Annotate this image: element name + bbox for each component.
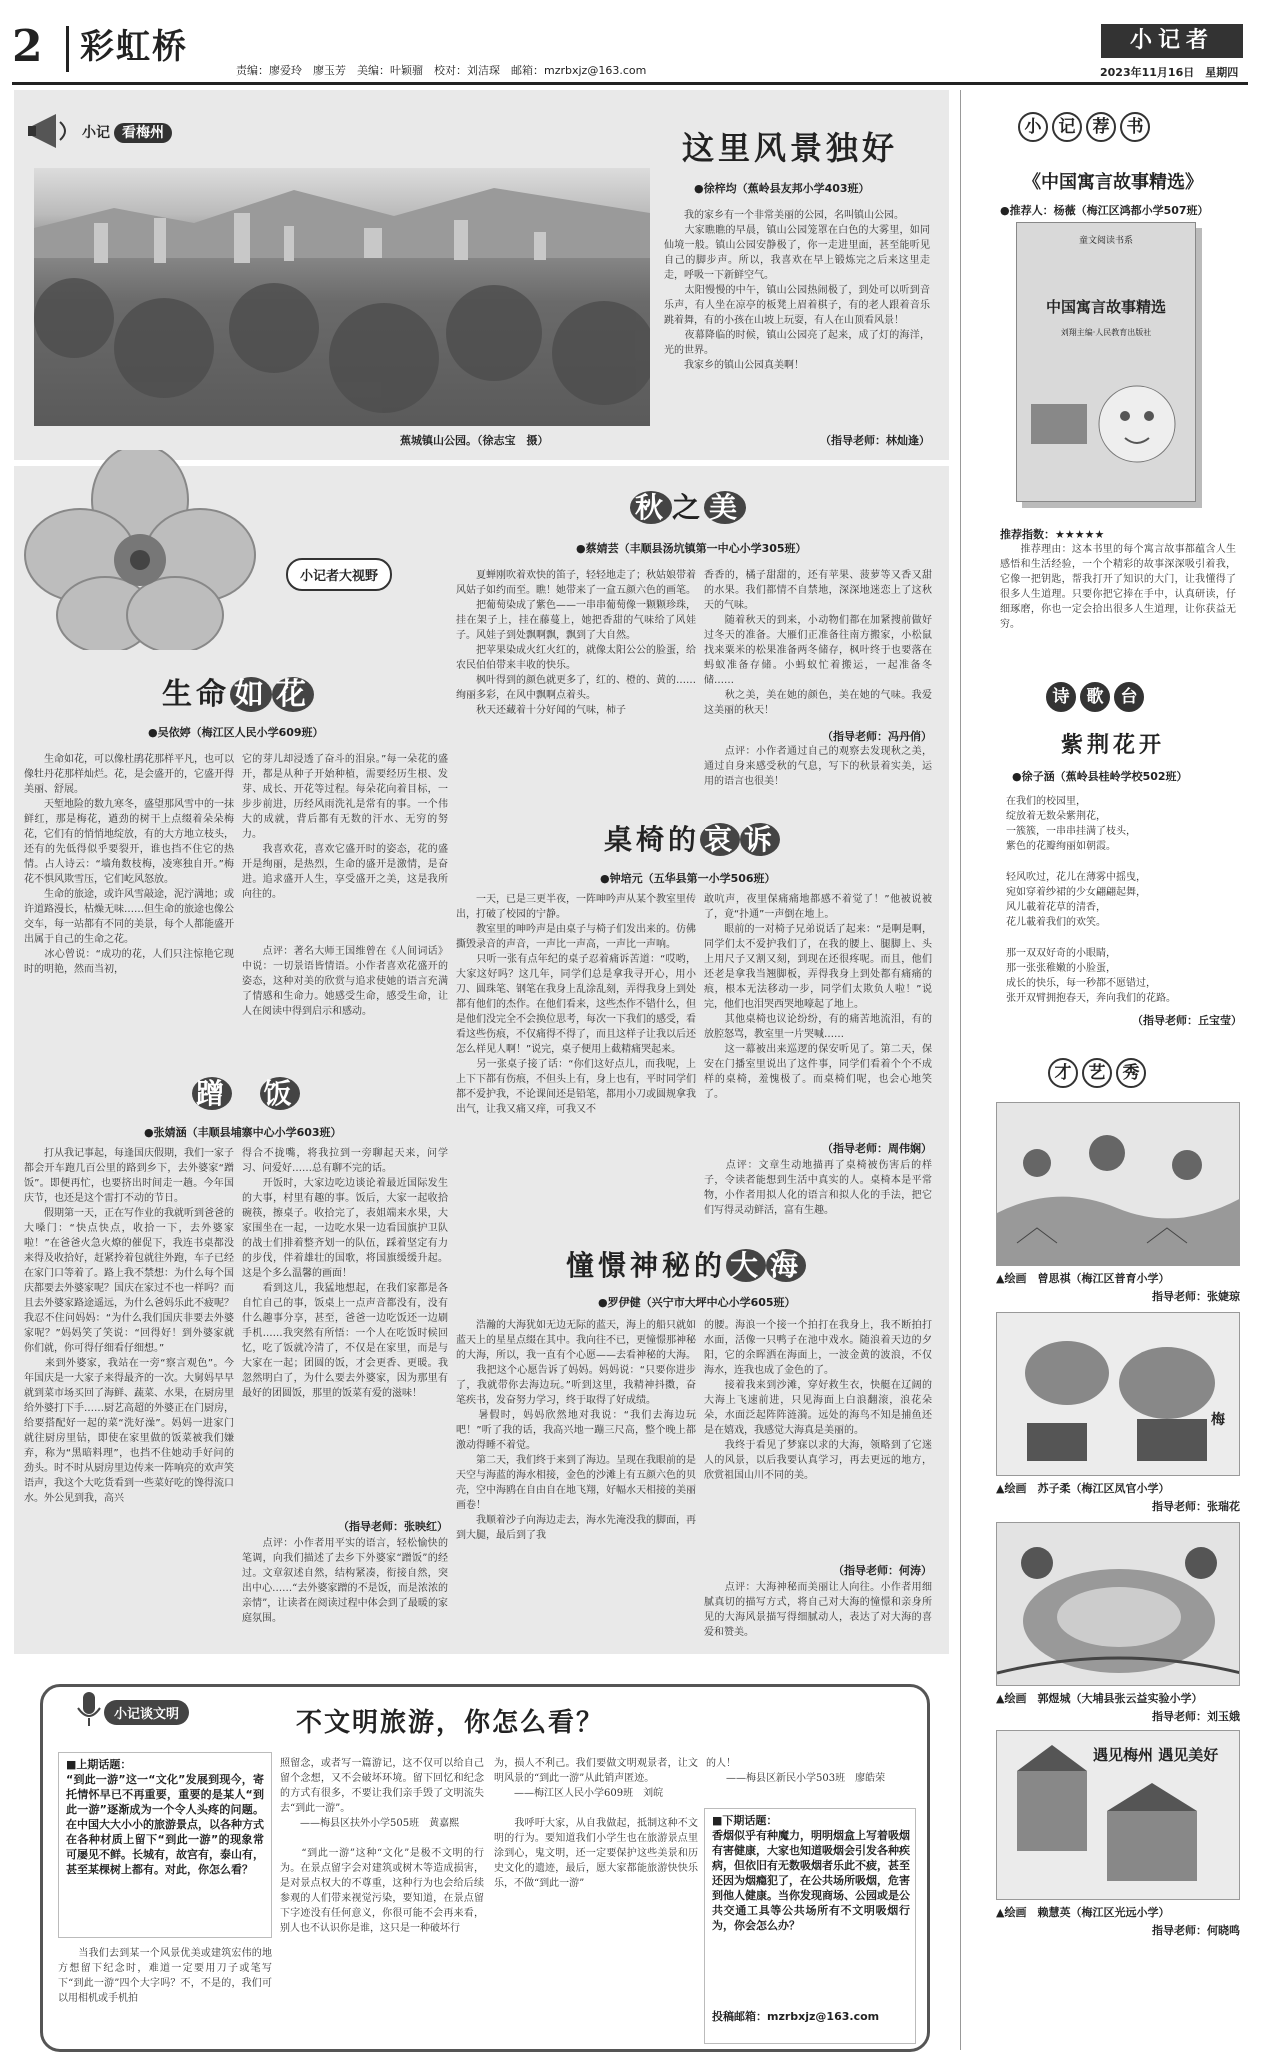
header-column-badge: 小记者 <box>1101 24 1243 58</box>
life-comment: 点评：著名大师王国维曾在《人间词话》中说：一切景语皆情语。小作者喜欢花盛开的姿态，这种对美的欣赏与追求使她的语言充满了情感和生命力。她感受生命，感受生命，让人在阅读中得到启示和感动。 <box>242 946 448 1017</box>
book-cover-sub: 刘翔主编·人民教育出版社 <box>1060 328 1152 337</box>
panorama-tag: 小记者大视野 <box>286 558 392 591</box>
header-date: 2023年11月16日 星期四 <box>1100 66 1239 79</box>
chair-title: 桌椅的 哀 诉 <box>604 822 780 858</box>
bookrec-reason: 推荐理由：这本书里的每个寓言故事都蕴含人生感悟和生活经验，一个个精彩的故事深深吸引着我，它像一把钥匙，帮我打开了知识的大门，让我懂得了很多人生道理。只要你把它捧在手中，认真研读，仔细琢磨，你也一定会拾出很多人生道理，让你获益无穷。 <box>1000 544 1236 630</box>
chair-body-col2: 敢吭声，夜里保痛痛地都感不着觉了！”他被说被了，竟“扑通”一声倒在地上。 眼前的一对椅子兄弟说话了起来：“是啊是啊，同学们太不爱护我们了，在我的腰上、腿脚上、头上用尺子又割又刻，到现在还很疼呢。而且，他们还老是拿我当翘脚板，弄得我身上到处都有痛痛的痕，根本无法移动一步，同学们太欺负人啦！”说完，他们也泪哭西哭地嚎起了地上。 其他桌椅也议论纷纷，有的痛苦地流泪，有的放腔怒骂，教室里一片哭喊…… 这一幕被出来巡逻的保安听见了。第二天，保安在门播室里说出了这件事，同学们看着个个不成样的桌椅，羞愧极了。而桌椅们呢，也会心地笑了。 <box>704 894 932 1100</box>
poem-heading-char: 歌 <box>1080 682 1110 712</box>
poem-title: 紫荆花开 <box>1060 732 1165 758</box>
book-illustration <box>1017 344 1196 494</box>
bookrec-heading-char: 荐 <box>1086 112 1116 142</box>
life-byline: ●吴依婷（梅江区人民小学609班） <box>148 726 324 739</box>
civility-col4: 的人！ ——梅县区新民小学503班 廖皓荣 <box>706 1758 886 1784</box>
rice-body-col1: 打从我记事起，每逢国庆假期，我们一家子都会开车跑几百公里的路到乡下，去外婆家“蹭饭”。即便再忙，也要挤出时间走一趟。今年国庆节，也还是这个雷打不动的节日。 假期第一天，正在写作业的我就听到爸爸的大嗓门：“快点快点，收拾一下，去外婆家啦！”在爸爸火急火燎的催促下，我连书桌都没来得及收拾好，赶紧拎着包就往外跑，车子已经在家门口等着了。路上我不禁想：为什么每个国庆都要去外婆家呢？国庆在家过不也一样吗？而且去外婆家路途遥远，为什么爸妈乐此不疲呢？我忍不住问妈妈：“为什么我们国庆非要去外婆家呢？”妈妈笑了笑说：“回得好！到外婆家就你们就，你可得仔细看仔细想。” 来到外婆家，我站在一旁“察言观色”。今年国庆是一大家子来得最齐的一次。大舅妈早早就到菜市场买回了海鲜、蔬菜、水果，在厨房里给外婆打下手……厨艺高超的外婆正在门厨房，给要搭配好一起的菜“洗好澡”。妈妈一进家门就往厨房里钻，即使在家里做的饭菜被我们嫌弃，称为“黑暗料理”，也挡不住她动手好问的劲头。时不时从厨房里边传来一阵响亮的欢声笑语声，我这个大吃货看到一些菜好吃的馋得流口水。外公见到我，高兴 <box>24 1148 234 1504</box>
civility-last-topic-label: ■上期话题： <box>66 1758 132 1771</box>
scenery-photo-caption: 蕉城镇山公园。（徐志宝 摄） <box>400 434 549 447</box>
chair-teacher: （指导老师：周伟娴） <box>822 1142 932 1155</box>
life-body-col2: 它的芽儿却浸透了奋斗的泪泉。”每一朵花的盛开，都是从种子开始种植，需要经历生根、发芽、成长、开花等过程。每朵花向着目标，一步步前进，历经风雨洗礼是常有的事。一个伟大的成就，背后都有无数的汗水、无穷的努力。 我喜欢花，喜欢它盛开时的姿态，花的盛开是绚丽，是热烈，生命的盛开是激情，是奋进。追求盛开人生，享受盛开之美，这是我所向往的。 <box>242 754 448 900</box>
scenery-title: 这里风景独好 <box>682 129 899 167</box>
art-drawing-3 <box>996 1522 1240 1686</box>
scenery-byline: ●徐梓均（蕉岭县友邦小学403班） <box>694 182 870 195</box>
chair-body-col1: 一天，已是三更半夜，一阵呻吟声从某个教室里传出，打破了校园的宁静。 教室里的呻吟声是由桌子与椅子们发出来的。仿佛撕毁录音的声音，一声比一声高，一声比一声响。 只听一张有点年纪的桌子忍着痛诉苦道：“哎哟，大家这好吗？这几年，同学们总是拿我寻开心，用小刀、圆珠笔、钢笔在我身上乱涂乱刻，弄得我身上到处都有他们的杰作。在他们看来，这些杰作不错什么，但是他们没完全不会换位思考，每次一下我们的感受，看看这些伤痕，不仅痛得不得了，而且这样子让我以后还怎么样见人啊！”说完，桌子便用上截精痛哭起来。 另一张桌子接了话：“你们这好点儿，而我呢，上上下下都有伤痕，不但头上有，身上也有，平时同学们都不爱护我，不论课间还是铅笔，都用小刀或圆规拿我出气，让我又痛又痒，可我又不 <box>456 894 696 1115</box>
sea-teacher: （指导老师：何涛） <box>833 1564 932 1577</box>
civility-col1: 当我们去到某一个风景优美或建筑宏伟的地方想留下纪念时，难道一定要用刀子或笔写下“到此一游”四个大字吗？不，不是的，我们可以用相机或手机拍 <box>58 1948 272 2004</box>
header-divider <box>66 26 69 72</box>
scenery-body: 我的家乡有一个非常美丽的公园，名叫镇山公园。 大家瞧瞧的早晨，镇山公园笼罩在白色的大雾里，如同仙境一般。镇山公园安静极了，你一走进里面，甚至能听见自己的脚步声。所以，我喜欢在早上锻炼完之后来这里走走，呼吸一下新鲜空气。 太阳慢慢的中午，镇山公园热闹极了，到处可以听到音乐声，有人坐在凉亭的板凳上眉着棋子，有的老人跟着音乐跳着舞，有的小孩在山坡上玩耍，有人在山顶看风景！ 夜幕降临的时候，镇山公园亮了起来，成了灯的海洋，光的世界。 我家乡的镇山公园真美啊！ <box>664 210 930 371</box>
autumn-byline: ●蔡婧芸（丰顺县汤坑镇第一中心小学305班） <box>576 542 807 555</box>
megaphone-icon <box>26 110 76 152</box>
scenery-teacher: （指导老师：林灿逢） <box>820 434 930 447</box>
civility-col2: 照留念，或者写一篇游记，这不仅可以给自己留个念想，又不会破坏环境。留下回忆和纪念的方式有很多，不要让我们亲手毁了文明流失去“到此一游”。 ——梅县区扶外小学505班 黄嘉熙 “到此一游”这种“文化”是极不文明的行为。在景点留字会对建筑或树木等造成损害，是对景点权大的不尊重，这种行为也会给后续参观的人们带来视觉污染，要知道，在景点留下字迹没有任何意义，你很可能不会再来看，别人也不认识你是谁，这只是一种破坏行 <box>280 1758 484 1934</box>
rice-body-col2: 得合不拢嘴，将我拉到一旁聊起天来，问学习、问爱好……总有聊不完的话。 开饭时，大家边吃边谈论着最近国际发生的大事，村里有趣的事。饭后，大家一起收拾碗筷，擦桌子。收拾完了，表姐端来水果，大家围坐在一起，一边吃水果一边看国旗护卫队的战士们排着整齐划一的队伍，踩着坚定有力的步伐，伴着雄壮的国歌，将国旗缓缓升起。这是个多么温馨的画面！ 看到这儿，我猛地想起，在我们家都是各自忙自己的事，饭桌上一点声音都没有，没有什么趣事分享，甚至，爸爸一边吃饭还一边刷手机……我突然有所悟：一个人在吃饭时候回忆，吃了饭就冷清了，不仅是在家里，而是与大家在一起；团圆的饭，才会更香、更暖。我忽然明白了，为什么要去外婆家，因为那里有最好的团圆饭，那里的饭菜有爱的滋味！ <box>242 1148 448 1399</box>
header-rule <box>12 82 1248 85</box>
art-drawing-2 <box>996 1312 1240 1476</box>
art-sign-4: 遇见梅州 遇见美好 <box>1093 1746 1219 1764</box>
autumn-body-col2: 香香的，橘子甜甜的，还有苹果、菠萝等又香又甜的水果。我们都情不自禁地，深深地迷恋上了这秋天的气味。 随着秋天的到来，小动物们都在加紧搜前做好过冬天的准备。大雁们正准备往南方搬家，小松鼠找来粟米的松果准备两冬储存，枫叶终于也要落在蚂蚁准备存储。小蚂蚁忙着搬运，一起准备冬储…… 秋之美，美在她的颜色，美在她的气味。我爱这美丽的秋天！ <box>704 570 932 716</box>
bookrec-heading-char: 小 <box>1018 112 1048 142</box>
microphone-icon <box>74 1690 104 1730</box>
sea-body-col1: 浩瀚的大海犹如无边无际的蓝天，海上的船只就如蓝天上的星星点缀在其中。我向往不已，更憧憬那神秘的大海，所以，我一直有个心愿——去看神秘的大海。 我把这个心愿告诉了妈妈。妈妈说：“只要你进步了，我就带你去海边玩。”听到这里，我精神抖擞，奋笔疾书，发奋努力学习，终于取得了好成绩。 暑假时，妈妈欣然地对我说：“我们去海边玩吧！”听了我的话，我高兴地一蹦三尺高，整个晚上都激动得睡不着觉。 第二天，我们终于来到了海边。呈现在我眼前的是天空与海蓝的海水相接，金色的沙滩上有五颜六色的贝壳，空中海鸥在自由自在地飞翔，好幅水天相接的美丽画卷！ 我顺着沙子向海边走去，海水先淹没我的脚面，再到大腿，最后到了我 <box>456 1320 696 1541</box>
art-teacher-3: 指导老师：刘玉娥 <box>1152 1710 1240 1723</box>
sea-comment: 点评：大海神秘而美丽让人向往。小作者用细腻真切的描写方式，将自己对大海的憧憬和亲身所见的大海风景描写得细腻动人，表达了对大海的喜爱和赞美。 <box>704 1582 932 1638</box>
art-drawing-4 <box>996 1730 1240 1900</box>
chair-byline: ●钟培元（五华县第一小学506班） <box>600 872 776 885</box>
header-credits: 责编：廖爱玲 廖玉芳 美编：叶颖骝 校对：刘洁琛 邮箱：mzrbxjz@163.com <box>236 64 647 77</box>
header-section-title: 彩虹桥 <box>80 27 188 67</box>
art-caption-2: ▲绘画 苏子柔（梅江区凤官小学） <box>996 1482 1170 1495</box>
scenery-photo <box>34 168 650 426</box>
poem-heading-char: 诗 <box>1046 682 1076 712</box>
book-cover-title: 中国寓言故事精选 <box>1045 298 1166 316</box>
bookrec-heading <box>1018 112 1154 142</box>
art-heading-char: 艺 <box>1082 1058 1112 1088</box>
book-cover-series: 童文阅读书系 <box>1078 236 1133 246</box>
civility-contact: 投稿邮箱：mzrbxjz@163.com <box>712 2010 880 2023</box>
art-heading-char: 才 <box>1048 1058 1078 1088</box>
chair-comment: 点评：文章生动地描再了桌椅被伤害后的样子，令读者能想到生活中真实的人。桌椅本是平常物，小作者用拟人化的语言和拟人化的手法，把它们写得灵动鲜活，富有生趣。 <box>704 1160 932 1216</box>
art-caption-3: ▲绘画 郭煜城（大埔县张云益实验小学） <box>996 1692 1203 1705</box>
sea-byline: ●罗伊健（兴宁市大坪中心小学605班） <box>598 1296 796 1309</box>
civility-next-topic-label: ■下期话题： <box>712 1814 778 1827</box>
art-heading-char: 秀 <box>1116 1058 1146 1088</box>
poem-stanza-3: 那一双双好奇的小眼睛， 那一张张稚嫩的小脸蛋， 成长的快乐，每一秒都不愿错过， 张开双臂拥抱春天，奔向我们的花路。 <box>1006 948 1176 1004</box>
rice-comment: 点评：小作者用平实的语言，轻松愉快的笔调，向我们描述了去乡下外婆家“蹭饭”的经过。文章叙述自然，结构紧凑，衔接自然，突出中心……“去外婆家蹭的不是饭，而是浓浓的亲情”，让读者在阅读过程中体会到了最暖的家庭氛围。 <box>242 1538 448 1624</box>
art-drawing-1 <box>996 1102 1240 1266</box>
civility-last-topic: “到此一游”这一“文化”发展到现今，寄托情怀早已不再重要，重要的是某人“到此一游”逐渐成为一个令人头疼的问题。在中国大大小小的旅游景点，以各种方式在各种材质上留下“到此一游”的现象常可屡见不鲜。长城有，故宫有，泰山有，甚至某棵树上都有。对此，你怎么看？ <box>66 1773 264 1876</box>
sea-body-col2: 的腰。海浪一个接一个拍打在我身上，我不断拍打水面，活像一只鸭子在池中戏水。随浪着天边的夕阳，它的余晖洒在海面上，一波金黄的波浪，不仅海水，连我也成了金色的了。 接着我来到沙滩，穿好救生衣，快艇在辽阔的大海上飞速前进，只见海面上白浪翻滚，浪花朵朵，水面泛起阵阵涟漪。远处的海鸟不知是捕鱼还是在嬉戏，我感觉大海真是美丽的。 我终于看见了梦寐以求的大海，领略到了它迷人的风景，以后我要认真学习，再去更远的地方，欣赏祖国山川不同的美。 <box>704 1320 932 1481</box>
civility-next-topic: 香烟似乎有种魔力，明明烟盒上写着吸烟有害健康，大家也知道吸烟会引发各种疾病，但依旧有无数吸烟者乐此不疲，甚至还因为烟瘾犯了，在公共场所吸烟，危害到他人健康。当你发现商场、公园或是公共交通工具等公共场所有不文明吸烟行为，你会怎么办？ <box>712 1829 910 1932</box>
rice-byline: ●张婧涵（丰顺县埔寨中心小学603班） <box>144 1126 342 1139</box>
bookrec-recommender: ●推荐人：杨薇（梅江区鸿都小学507班） <box>1000 204 1209 217</box>
book-cover <box>1016 222 1196 502</box>
poem-heading <box>1046 682 1148 712</box>
bookrec-title: 《中国寓言故事精选》 <box>1023 172 1203 193</box>
poem-byline: ●徐子涵（蕉岭县桂岭学校502班） <box>1012 770 1188 783</box>
autumn-teacher: （指导老师：冯丹俏） <box>822 730 932 743</box>
art-heading <box>1048 1058 1150 1088</box>
life-title: 生命 如 花 <box>162 676 314 714</box>
art-teacher-2: 指导老师：张瑞花 <box>1152 1500 1240 1513</box>
poem-stanza-2: 轻风吹过，花儿在薄雾中摇曳， 宛如穿着纱裙的少女翩翩起舞， 风儿載着花草的清香， 花儿載着我们的欢笑。 <box>1006 872 1146 928</box>
civility-col3: 为，损人不利己。我们要做文明观景者，让文明风景的“到此一游”从此销声匿迹。 ——梅江区人民小学609班 刘皖 我呼吁大家，从自我做起，抵制这种不文明的行为。要知道我们小学生也在旅游景点里涂到心，鬼文明，还一定要保护这些美景和历史文化的遗迹，最后，愿大家都能旅游快快乐乐，不做“到此一游” <box>494 1758 698 1889</box>
header-page-number: 2 <box>12 21 43 72</box>
art-sign-2: 梅 <box>1211 1412 1225 1428</box>
rice-title: 蹭 饭 <box>192 1076 300 1112</box>
bookrec-rating: 推荐指数：★★★★★ <box>1000 528 1105 541</box>
sea-title: 憧憬神秘的 大 海 <box>566 1248 806 1284</box>
rice-teacher: （指导老师：张映红） <box>338 1520 448 1533</box>
art-teacher-1: 指导老师：张婕琼 <box>1152 1290 1240 1303</box>
art-teacher-4: 指导老师：何晓鸣 <box>1152 1924 1240 1937</box>
civility-title: 不文明旅游，你怎么看？ <box>296 1708 605 1738</box>
autumn-comment: 点评：小作者通过自己的观察去发现秋之美，通过自身来感受秋的气息，写下的秋景着实美，运用的语言也很美！ <box>704 746 932 787</box>
flower-decoration-icon <box>20 450 260 650</box>
life-body-col1: 生命如花，可以像杜鹃花那样平凡，也可以像牡丹花那样灿烂。花，是会盛开的，它盛开得美丽、舒展。 天堑地险的数九寒冬，盛望那风雪中的一抹鲜红，那是梅花，遒劲的树干上点缀着朵朵梅花，它们有的悄悄地绽放，有的大方地立枝头，还有的先低得似乎要裂开，谁也挡不住它的热情。占人诗云：“墙角数枝梅，凌寒独自开。”梅花不惧风欺雪压，它们屹风怒放。 生命的旅途，或许风雪敲途，泥泞满地；或许道路漫长，枯燥无味……但生命的旅途也像公交车，每一站都有不同的美景，每个人都能盛开出属于自己的生命之花。 冰心曾说：“成功的花，人们只注惊艳它现时的明艳，然而当初， <box>24 754 234 975</box>
poem-heading-char: 台 <box>1114 682 1144 712</box>
poem-teacher: （指导老师：丘宝莹） <box>1132 1014 1242 1027</box>
bookrec-heading-char: 书 <box>1120 112 1150 142</box>
civility-tag: 小记谈文明 <box>104 1700 189 1725</box>
autumn-body-col1: 夏蝉刚吹着欢快的笛子，轻轻地走了；秋姑娘带着风姑子如约而至。瞧！她带来了一盒五颜六色的画笔。 把葡萄染成了紫色——一串串葡萄像一颗颗珍珠，挂在架子上，挂在藤蔓上，她把香甜的气味给了风娃子。风娃子到处飘啊飘，飘到了大自然。 把苹果染成火红火红的，就像太阳公公的脸蛋，给农民伯伯带来丰收的快乐。 枫叶得到的颜色就更多了，红的、橙的、黄的……绚丽多彩，在风中飘啊点着头。 秋天还藏着十分好闻的气味，柿子 <box>456 570 696 716</box>
autumn-title: 秋 之 美 <box>630 490 746 526</box>
art-caption-1: ▲绘画 曾思祺（梅江区普育小学） <box>996 1272 1170 1285</box>
bookrec-heading-char: 记 <box>1052 112 1082 142</box>
scenery-tag: 小记 看梅州 <box>82 122 172 142</box>
right-column-rule <box>960 90 961 2050</box>
poem-stanza-1: 在我们的校园里， 绽放着无数朵紫荆花， 一簇簇，一串串挂满了枝头， 紫色的花瓣绚丽如朝霞。 <box>1006 796 1136 852</box>
art-caption-4: ▲绘画 赖慧英（梅江区光远小学） <box>996 1906 1170 1919</box>
